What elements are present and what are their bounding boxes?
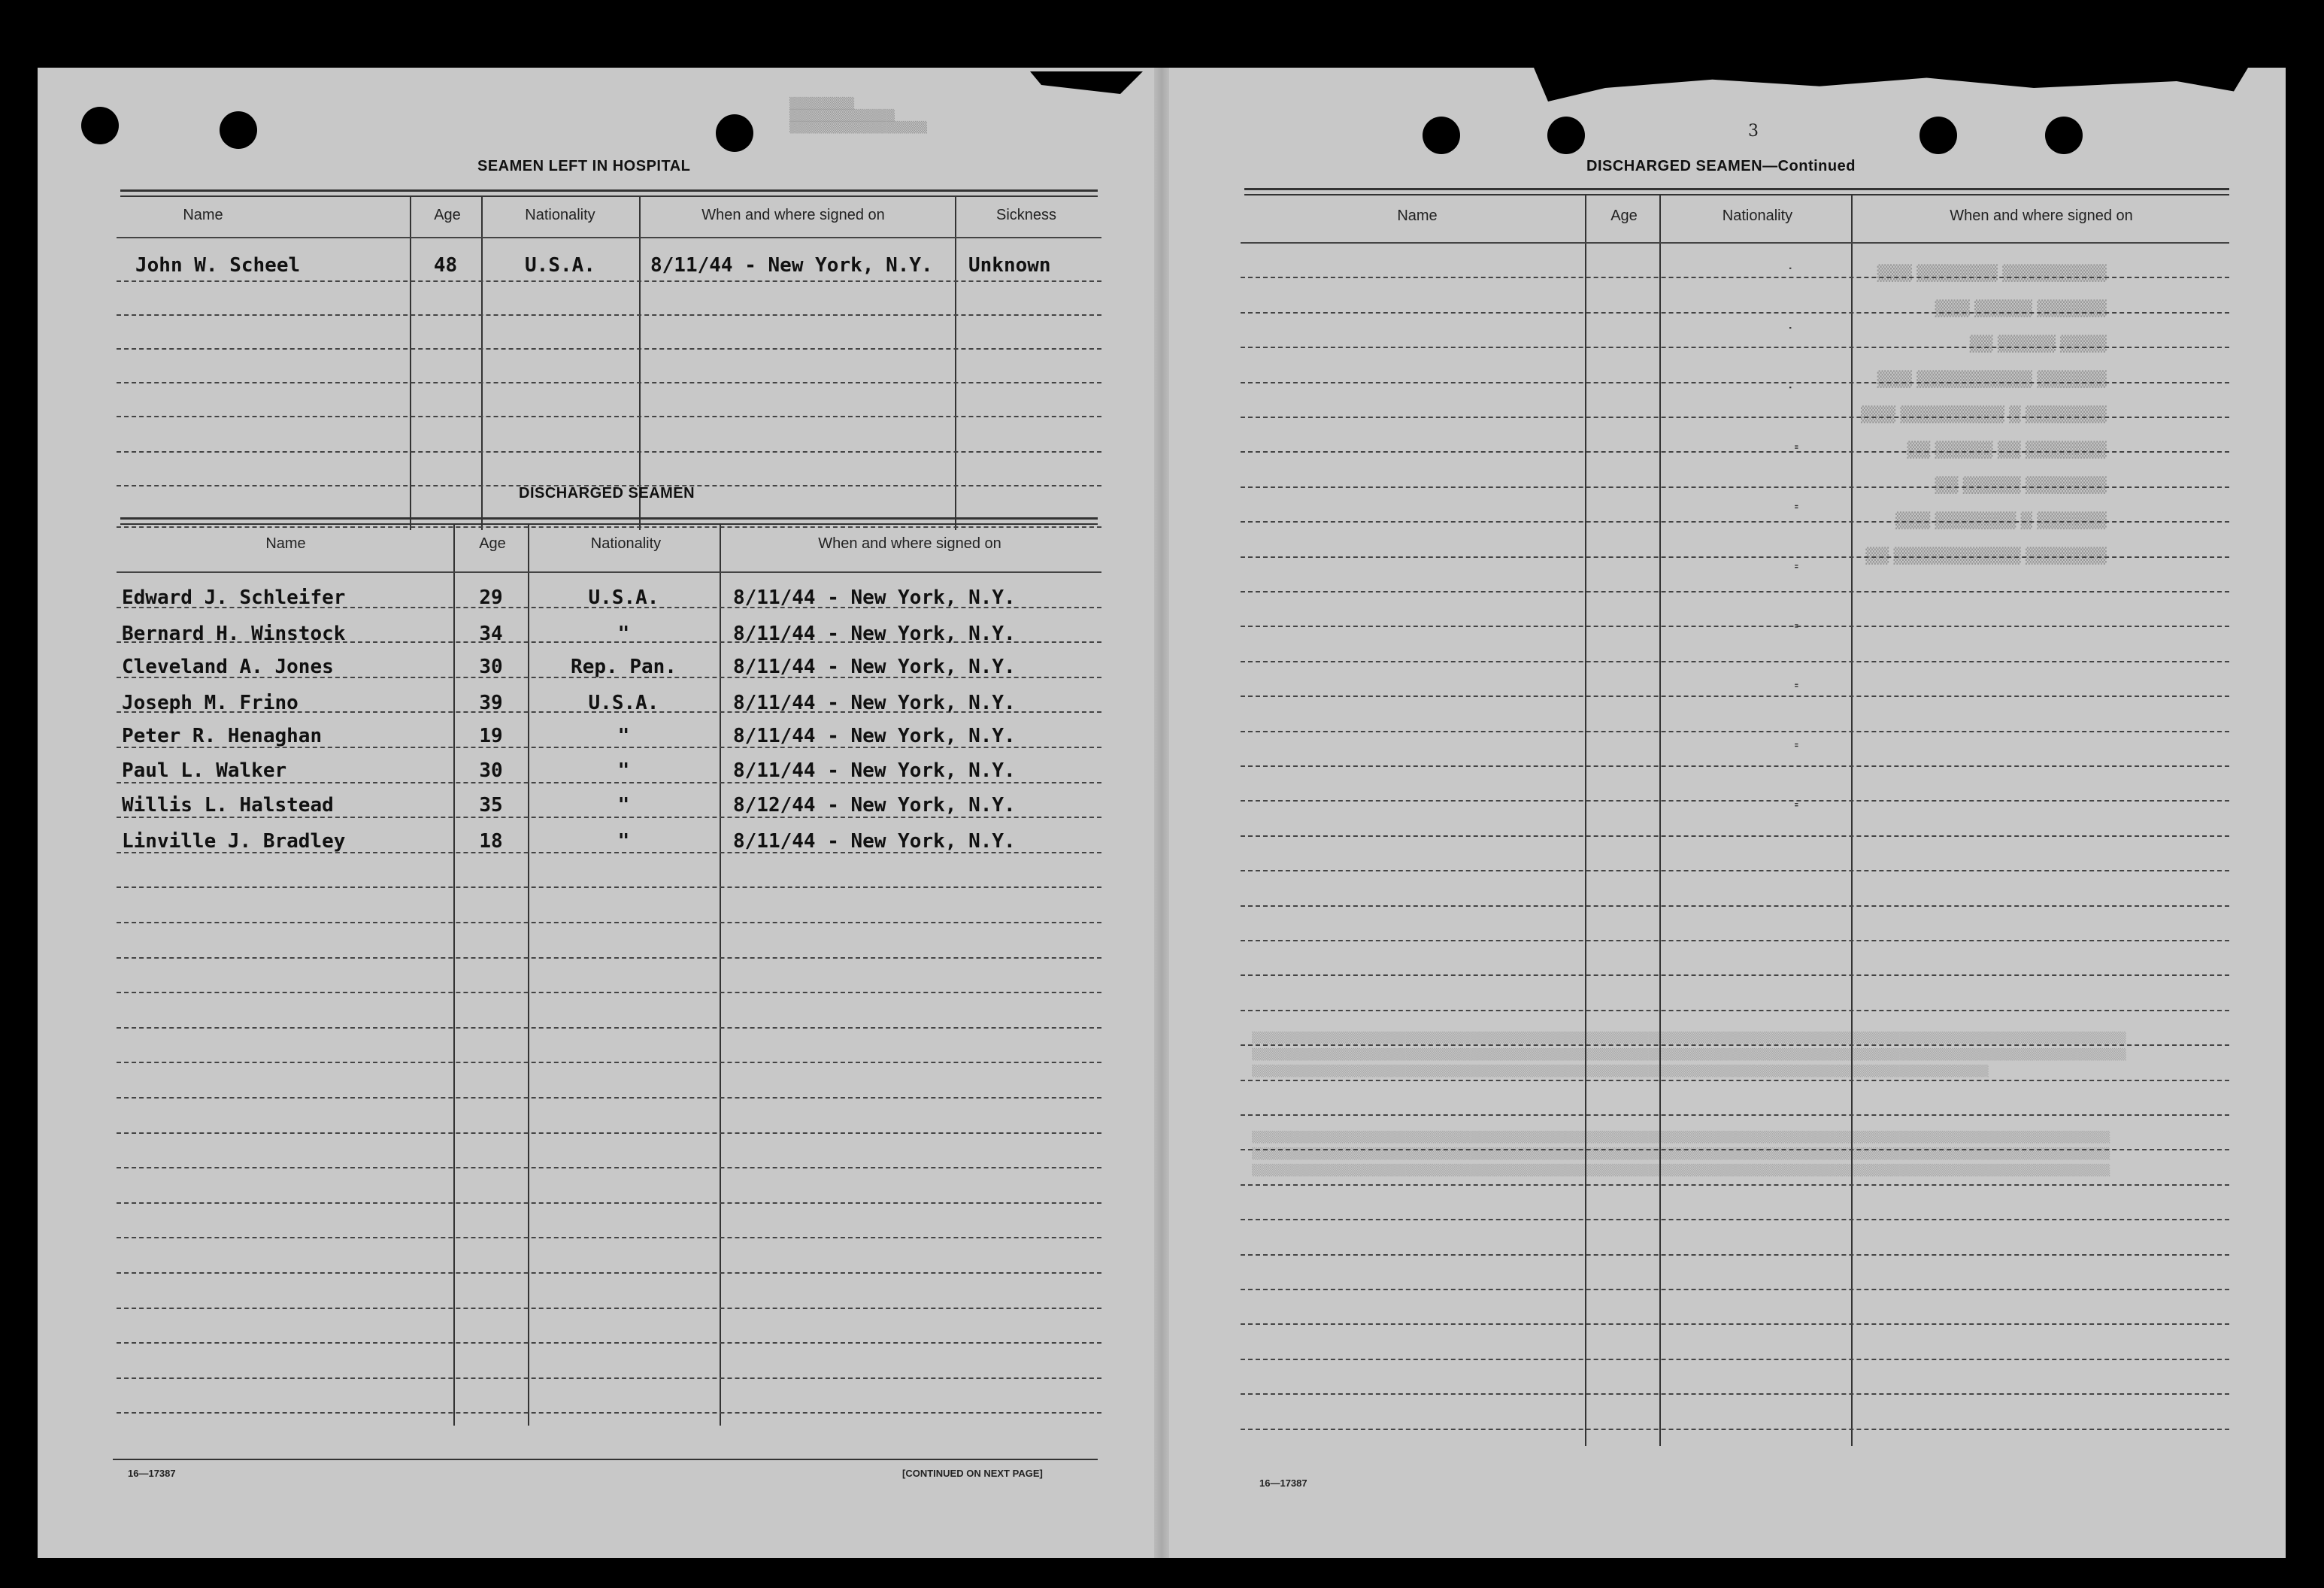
table-row xyxy=(38,586,1162,617)
rule xyxy=(1244,194,2229,195)
col-header-nationality: Nationality xyxy=(590,535,662,552)
cell-nationality: " xyxy=(617,725,630,747)
cell-age: 18 xyxy=(479,830,503,853)
cell-signed: 8/11/44 - New York, N.Y. xyxy=(733,759,1016,782)
punch-hole xyxy=(1423,117,1460,154)
row-line xyxy=(1241,835,2229,837)
rule xyxy=(120,517,1098,520)
cell-signed: 8/11/44 - New York, N.Y. xyxy=(733,830,1016,853)
col-header-age: Age xyxy=(1610,208,1638,224)
table-row xyxy=(38,656,1162,686)
right-page xyxy=(1162,68,2286,1558)
bleed-through-text: ▒▒▒▒▒▒▒▒ ▒▒▒▒▒▒▒▒▒▒▒▒▒ ▒▒▒▒▒▒▒▒▒▒▒▒▒▒▒▒▒ xyxy=(789,98,928,134)
row-line xyxy=(117,1097,1101,1099)
cell-age: 30 xyxy=(479,656,503,678)
rule xyxy=(1244,188,2229,190)
cell-name: Peter R. Henaghan xyxy=(122,725,323,747)
cell-name: Bernard H. Winstock xyxy=(122,623,346,645)
row-line xyxy=(117,922,1101,923)
discharged-continued-title: DISCHARGED SEAMEN—Continued xyxy=(1586,158,1856,174)
row-line xyxy=(117,571,1101,573)
table-row xyxy=(38,759,1162,789)
row-line xyxy=(117,382,1101,383)
row-line xyxy=(117,237,1101,238)
cell-nationality: " xyxy=(617,794,630,817)
punch-hole xyxy=(716,114,753,152)
col-header-nationality: Nationality xyxy=(525,207,595,223)
row-line xyxy=(1241,591,2229,592)
cell-name: Paul L. Walker xyxy=(122,759,287,782)
col-header-nationality: Nationality xyxy=(1722,208,1793,224)
cell-nationality: " xyxy=(617,759,630,782)
col-header-signed: When and where signed on xyxy=(818,535,1001,552)
cell-nationality: U.S.A. xyxy=(525,254,595,277)
cell-age: 39 xyxy=(479,692,503,714)
cell-name: Joseph M. Frino xyxy=(122,692,298,714)
rule xyxy=(120,195,1098,197)
punch-hole xyxy=(2045,117,2083,154)
punch-hole xyxy=(220,111,257,149)
row-line xyxy=(117,314,1101,316)
punch-hole xyxy=(1919,117,1957,154)
row-line xyxy=(1241,1393,2229,1395)
row-line xyxy=(117,886,1101,888)
row-line xyxy=(117,1062,1101,1063)
cell-name: Willis L. Halstead xyxy=(122,794,334,817)
continued-note: [CONTINUED ON NEXT PAGE] xyxy=(902,1468,1043,1479)
col-header-age: Age xyxy=(434,207,461,223)
cell-age: 30 xyxy=(479,759,503,782)
cell-name: Edward J. Schleifer xyxy=(122,586,346,609)
form-number: 16—17387 xyxy=(128,1468,176,1479)
cell-age: 29 xyxy=(479,586,503,609)
row-line xyxy=(117,992,1101,993)
col-header-signed: When and where signed on xyxy=(1950,208,2133,224)
row-line xyxy=(117,348,1101,350)
cell-signed: 8/11/44 - New York, N.Y. xyxy=(733,725,1016,747)
row-line xyxy=(1241,974,2229,976)
row-line xyxy=(1241,940,2229,941)
cell-signed: 8/11/44 - New York, N.Y. xyxy=(733,656,1016,678)
row-line xyxy=(1241,626,2229,627)
rule xyxy=(120,189,1098,192)
cell-nationality: U.S.A. xyxy=(588,586,659,609)
ditto-marks: . . . " " " " " " " xyxy=(1786,265,1801,832)
row-line xyxy=(1241,870,2229,871)
cell-age: 19 xyxy=(479,725,503,747)
row-line xyxy=(117,1132,1101,1134)
cell-nationality: " xyxy=(617,830,630,853)
row-line xyxy=(1241,1323,2229,1325)
row-line xyxy=(1241,765,2229,767)
row-line xyxy=(1241,800,2229,802)
row-line xyxy=(117,1202,1101,1204)
table-row xyxy=(38,725,1162,755)
row-line xyxy=(117,1308,1101,1309)
rule xyxy=(113,1459,1098,1460)
cell-nationality: " xyxy=(617,623,630,645)
cell-name: Cleveland A. Jones xyxy=(122,656,334,678)
cell-signed: 8/11/44 - New York, N.Y. xyxy=(733,623,1016,645)
row-line xyxy=(117,1167,1101,1168)
cell-sickness: Unknown xyxy=(968,254,1051,277)
row-line xyxy=(1241,731,2229,732)
row-line xyxy=(1241,1359,2229,1360)
row-line xyxy=(1241,1254,2229,1256)
form-number: 16—17387 xyxy=(1259,1477,1307,1489)
cell-nationality: U.S.A. xyxy=(588,692,659,714)
row-line xyxy=(117,1377,1101,1379)
row-line xyxy=(1241,1010,2229,1011)
row-line xyxy=(117,1237,1101,1238)
punch-hole xyxy=(1547,117,1585,154)
punch-hole xyxy=(81,107,119,144)
discharged-section-title: DISCHARGED SEAMEN xyxy=(519,485,695,502)
col-divider xyxy=(639,195,641,530)
table-row xyxy=(38,692,1162,722)
row-line xyxy=(1241,242,2229,244)
row-line xyxy=(1241,1219,2229,1220)
col-header-age: Age xyxy=(479,535,506,552)
cell-name: John W. Scheel xyxy=(135,254,301,277)
row-line xyxy=(1241,905,2229,907)
row-line xyxy=(117,1272,1101,1274)
row-line xyxy=(1241,1429,2229,1430)
row-line xyxy=(117,1342,1101,1344)
row-line xyxy=(117,416,1101,417)
left-page xyxy=(38,68,1162,1558)
col-divider xyxy=(410,195,411,530)
row-line xyxy=(117,280,1101,282)
cell-nationality: Rep. Pan. xyxy=(571,656,677,678)
row-line xyxy=(117,1027,1101,1029)
col-header-name: Name xyxy=(183,207,223,223)
cell-age: 35 xyxy=(479,794,503,817)
bleed-through-text: ▒▒▒▒▒▒▒▒▒ ▒▒▒▒▒▒▒ ▒▒▒ ▒▒▒▒▒▒ ▒▒▒▒▒ ▒▒▒ ▒▒▒▒ ▒▒▒▒▒ ▒▒ ▒▒▒▒▒▒ ▒▒▒▒▒▒▒▒▒▒ ▒▒▒ ▒▒▒▒▒▒▒ ▒ ▒▒▒▒▒▒▒▒▒ ▒▒▒ ▒▒▒▒▒▒▒ ▒▒ ▒▒▒▒▒ ▒▒ ▒▒▒▒▒▒▒ ▒▒▒▒▒ ▒▒ ▒▒▒▒▒▒ ▒ ▒▒▒▒▒▒▒ ▒▒▒ ▒▒▒▒▒▒▒ ▒▒▒▒▒▒▒▒▒▒▒ ▒▒ xyxy=(1861,264,2107,565)
cell-signed: 8/11/44 - New York, N.Y. xyxy=(733,692,1016,714)
cell-signed: 8/11/44 - New York, N.Y. xyxy=(733,586,1016,609)
row-line xyxy=(117,526,1101,528)
page-number: 3 xyxy=(1748,122,1759,141)
cell-signed: 8/12/44 - New York, N.Y. xyxy=(733,794,1016,817)
cell-age: 48 xyxy=(433,254,458,277)
col-divider xyxy=(481,195,483,530)
col-divider xyxy=(955,195,956,530)
row-line xyxy=(117,957,1101,959)
col-header-signed: When and where signed on xyxy=(701,207,885,223)
row-line xyxy=(117,1412,1101,1414)
col-header-sickness: Sickness xyxy=(995,207,1057,223)
cell-signed: 8/11/44 - New York, N.Y. xyxy=(650,254,933,277)
cell-name: Linville J. Bradley xyxy=(122,830,346,853)
row-line xyxy=(1241,1184,2229,1186)
row-line xyxy=(1241,661,2229,662)
rule xyxy=(120,523,1098,525)
bleed-through-text: ▒▒▒▒▒▒▒▒▒▒▒▒▒▒▒▒▒▒▒▒▒▒▒▒▒▒▒▒▒▒▒▒▒▒▒▒▒▒▒▒▒▒▒▒▒▒▒▒▒▒▒▒▒▒▒▒▒▒▒▒▒▒▒▒▒▒▒▒▒▒▒▒▒▒▒▒▒▒▒▒▒▒▒▒▒▒▒▒▒▒▒▒▒▒▒▒▒▒▒▒▒▒▒▒▒▒▒▒ ▒▒▒▒▒▒▒▒▒▒▒▒▒▒▒▒▒▒▒▒▒▒▒▒▒▒▒▒▒▒▒▒▒▒▒▒▒▒▒▒▒▒▒▒▒▒▒▒▒▒▒▒▒▒▒▒▒▒▒▒▒▒▒▒▒▒▒▒▒▒▒▒▒▒▒▒▒▒▒▒▒▒▒▒▒▒▒▒▒▒▒▒▒▒▒▒▒▒▒▒▒▒▒▒▒▒▒▒ ▒▒▒▒▒▒▒▒▒▒▒▒▒▒▒▒▒▒▒▒▒▒▒▒▒▒▒▒▒▒▒▒▒▒▒▒▒▒▒▒▒▒▒▒▒▒▒▒▒▒▒▒▒▒▒▒▒▒▒▒▒▒▒▒▒▒▒▒▒▒▒▒▒▒▒▒▒▒▒▒▒▒▒▒▒▒▒▒▒▒▒ ▒▒▒▒▒▒▒▒▒▒▒▒▒▒▒▒▒▒▒▒▒▒▒▒▒▒▒▒▒▒▒▒▒▒▒▒▒▒▒▒▒▒▒▒▒▒▒▒▒▒▒▒▒▒▒▒▒▒▒▒▒▒▒▒▒▒▒▒▒▒▒▒▒▒▒▒▒▒▒▒▒▒▒▒▒▒▒▒▒▒▒▒▒▒▒▒▒▒▒▒▒▒▒▒▒▒ ▒▒▒▒▒▒▒▒▒▒▒▒▒▒▒▒▒▒▒▒▒▒▒▒▒▒▒▒▒▒▒▒▒▒▒▒▒▒▒▒▒▒▒▒▒▒▒▒▒▒▒▒▒▒▒▒▒▒▒▒▒▒▒▒▒▒▒▒▒▒▒▒▒▒▒▒▒▒▒▒▒▒▒▒▒▒▒▒▒▒▒▒▒▒▒▒▒▒▒▒▒▒▒▒▒▒ ▒▒▒▒▒▒▒▒▒▒▒▒▒▒▒▒▒▒▒▒▒▒▒▒▒▒▒▒▒▒▒▒▒▒▒▒▒▒▒▒▒▒▒▒▒▒▒▒▒▒▒▒▒▒▒▒▒▒▒▒▒▒▒▒▒▒▒▒▒▒▒▒▒▒▒▒▒▒▒▒▒▒▒▒▒▒▒▒▒▒▒▒▒▒▒▒▒▒▒▒▒▒▒▒▒▒ xyxy=(1252,1032,2126,1177)
col-header-name: Name xyxy=(265,535,306,552)
col-header-name: Name xyxy=(1397,208,1438,224)
hospital-section-title: SEAMEN LEFT IN HOSPITAL xyxy=(477,158,691,174)
row-line xyxy=(117,451,1101,453)
table-row xyxy=(38,794,1162,824)
table-row xyxy=(38,830,1162,860)
table-row xyxy=(38,623,1162,653)
page-fold xyxy=(1154,68,1169,1558)
row-line xyxy=(1241,1289,2229,1290)
cell-age: 34 xyxy=(479,623,503,645)
row-line xyxy=(1241,696,2229,697)
